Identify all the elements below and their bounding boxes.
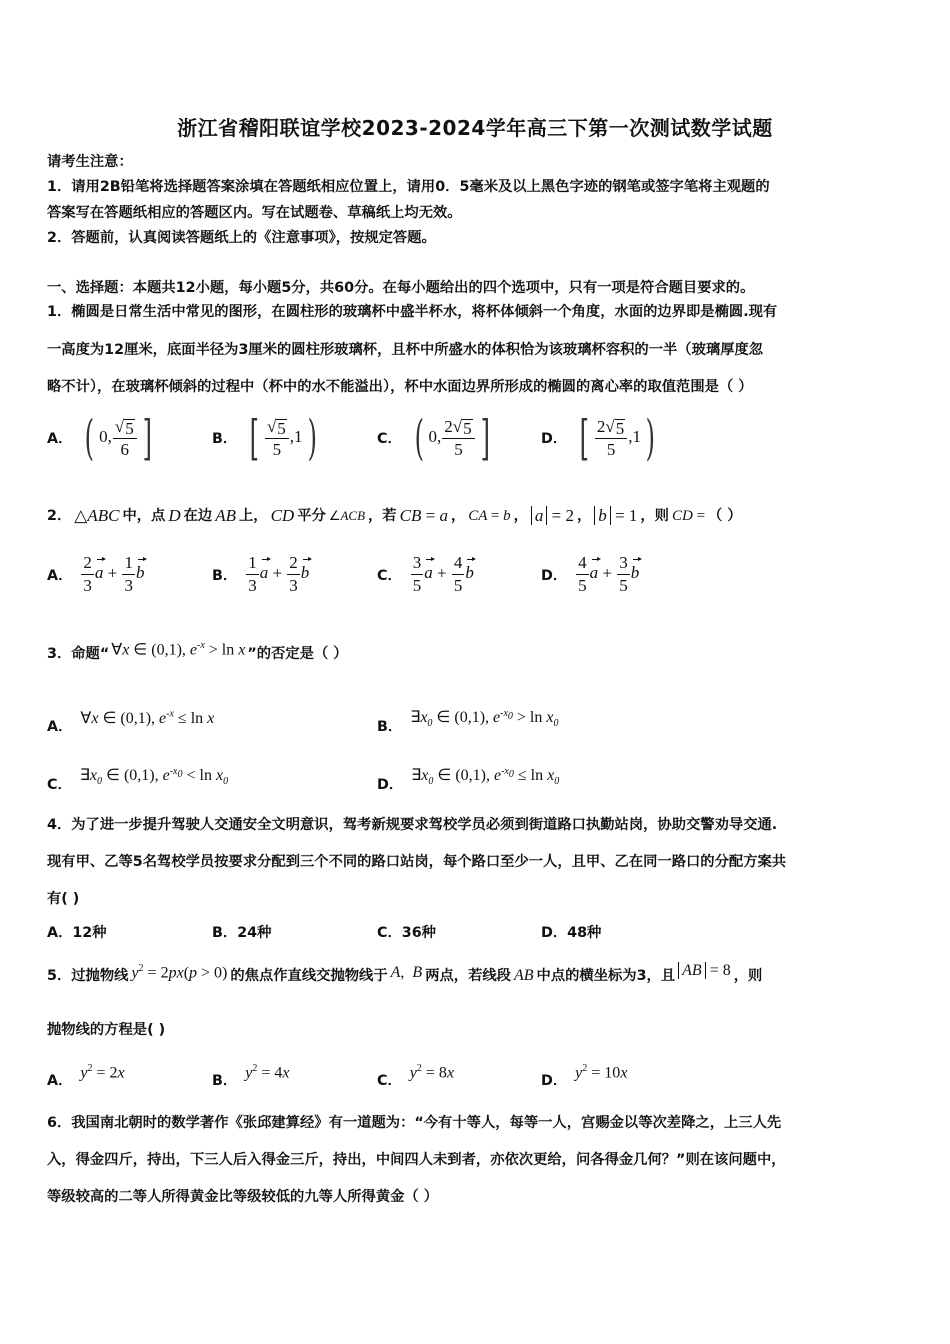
question-5-option-d[interactable]	[541, 1056, 627, 1090]
question-4-option-c[interactable]: C．36种	[377, 925, 436, 941]
option-label: B．	[212, 431, 238, 447]
question-4-text: 有( )	[47, 891, 80, 907]
question-2-option-a[interactable]	[47, 552, 144, 597]
q2-math: CB = a	[399, 506, 448, 525]
question-1-text: 一高度为12厘米，底面半径为3厘米的圆柱形玻璃杯，且杯中所盛水的体积恰为该玻璃杯容积的一半（玻璃厚度忽	[47, 342, 764, 358]
notice-line: 2．答题前，认真阅读答题纸上的《注意事项》，按规定答题。	[47, 230, 436, 246]
option-label: C．	[377, 1073, 402, 1089]
option-label: A．	[47, 431, 73, 447]
q3-text: 3．命题“	[47, 646, 110, 662]
question-6-text: 6．我国南北朝时的数学著作《张邱建算经》有一道题为：“今有十等人，每等一人，宫赐金以等次差降之，上三人先	[47, 1115, 782, 1131]
q2-math: CD =	[671, 508, 706, 524]
q5-math: A, B	[390, 964, 423, 981]
q2-math: D	[168, 506, 181, 525]
question-2-option-d[interactable]	[541, 552, 639, 597]
q2-math: AB	[215, 506, 236, 525]
q2-math: CA = b	[468, 508, 511, 524]
q5-text: 中点的横坐标为3，且	[536, 968, 676, 984]
option-label: B．	[377, 719, 403, 735]
option-label: A．	[47, 1073, 73, 1089]
q2-math: b = 1	[594, 506, 637, 526]
q2-math: ∠ACB	[328, 508, 366, 523]
option-math: $\exists x_0$ ∈ (0,1), $e^{-x_0} < \ln x_0$	[79, 765, 229, 788]
q2-math: CD	[270, 506, 295, 525]
question-3-option-b[interactable]	[377, 700, 558, 736]
q5-math: $y^2 = 2px(p > 0)$	[131, 962, 228, 982]
notice-heading: 请考生注意：	[47, 154, 133, 170]
q5-text: ，则	[733, 968, 763, 984]
question-2-option-b[interactable]	[212, 552, 309, 597]
option-label: D．	[541, 567, 568, 584]
q2-text: 平分	[297, 508, 326, 524]
question-6-text: 等级较高的二等人所得黄金比等级较低的九等人所得黄金（ ）	[47, 1189, 438, 1205]
option-math: [ √ 5 5 ,1)	[249, 410, 317, 466]
q2-text: 上，	[238, 508, 268, 524]
question-4-option-a[interactable]: A．12种	[47, 925, 107, 941]
option-math: $y^2 = 10x$	[575, 1063, 628, 1082]
q2-text: ，若	[368, 508, 397, 524]
option-label: A．	[47, 567, 73, 584]
option-math: $\exists x_0$ ∈ (0,1), $e^{-x_0} \le \ln x_0$	[411, 765, 560, 788]
question-6-text: 入，得金四斤，持出，下三人后入得金三斤，持出，中间四人未到者，亦依次更给，问各得金几何？”则在该问题中，	[47, 1152, 786, 1168]
option-math: $\frac{2}{3}$ a + $\frac{1}{3}$ b	[83, 553, 145, 595]
option-math: $\frac{3}{5}$ a + $\frac{4}{5}$ b	[412, 553, 474, 595]
option-label: D．	[541, 431, 568, 447]
question-2-option-c[interactable]	[377, 552, 474, 597]
question-1-option-c[interactable]	[377, 410, 494, 466]
question-1-text: 1．椭圆是日常生活中常见的图形，在圆柱形的玻璃杯中盛半杯水，将杯体倾斜一个角度，水面的边界即是椭圆.现有	[47, 304, 778, 320]
q2-number: 2．	[47, 508, 72, 524]
question-4-text: 4．为了进一步提升驾驶人交通安全文明意识，驾考新规要求驾校学员必须到街道路口执勤站岗，协助交警劝导交通.	[47, 817, 778, 833]
question-5-text	[47, 962, 763, 986]
option-math: $y^2 = 8x$	[409, 1063, 455, 1082]
question-3-option-a[interactable]	[47, 700, 214, 736]
q2-text: 在边	[183, 508, 213, 524]
option-math: $y^2 = 4x$	[245, 1063, 290, 1082]
question-1-text: 略不计），在玻璃杯倾斜的过程中（杯中的水不能溢出），杯中水面边界所形成的椭圆的离心率的取值范围是（ ）	[47, 379, 753, 395]
question-5-option-c[interactable]	[377, 1056, 454, 1090]
question-1-option-a[interactable]	[47, 410, 156, 466]
question-1-option-b[interactable]	[212, 410, 321, 466]
option-math: $y^2 = 2x$	[80, 1063, 125, 1082]
question-4-option-b[interactable]: B．24种	[212, 925, 272, 941]
q2-math: △ABC	[74, 506, 120, 525]
notice-line: 答案写在答题纸相应的答题区内。写在试题卷、草稿纸上均无效。	[47, 205, 462, 221]
option-math: $\frac{1}{3}$ a + $\frac{2}{3}$ b	[248, 553, 310, 595]
option-math: $\exists x_0$ ∈ (0,1), $e^{-x_0} > \ln x_0$	[410, 707, 559, 730]
option-label: B．	[212, 1073, 238, 1089]
q2-text: ，	[450, 508, 466, 524]
q5-text: 5．过抛物线	[47, 968, 129, 984]
option-label: D．	[541, 1073, 568, 1089]
question-4-option-d[interactable]: D．48种	[541, 925, 602, 941]
q5-text: 的焦点作直线交抛物线于	[230, 968, 388, 984]
question-5-option-a[interactable]	[47, 1056, 125, 1090]
q2-math: a = 2	[531, 506, 574, 526]
q2-text: ，	[577, 508, 592, 524]
option-math: $\frac{4}{5}$ a + $\frac{3}{5}$ b	[578, 553, 640, 595]
q2-text: （ ）	[708, 508, 742, 524]
q5-math: AB	[513, 967, 534, 984]
question-2-text	[47, 506, 742, 526]
question-1-option-d[interactable]	[541, 410, 660, 466]
question-5-option-b[interactable]	[212, 1056, 289, 1090]
option-math: [ 2√ 5 5 ,1)	[579, 410, 656, 466]
q3-text: ”的否定是（ ）	[247, 646, 348, 662]
q3-math: ∀x ∈ (0,1), $e^{-x} > \ln x$	[111, 639, 246, 659]
question-3-text	[47, 639, 348, 664]
option-label: C．	[377, 431, 402, 447]
option-label: B．	[212, 567, 238, 584]
option-math: ( 0, √ 5 6 ]	[85, 410, 152, 466]
page-title: 浙江省稽阳联谊学校2023-2024学年高三下第一次测试数学试题	[177, 116, 773, 140]
question-3-option-c[interactable]	[47, 758, 228, 794]
option-math: ( 0, 2√ 5 5 ]	[414, 410, 490, 466]
q2-text: ，则	[640, 508, 669, 524]
q2-text: ，	[513, 508, 528, 524]
q5-math: AB = 8	[678, 961, 731, 981]
section-heading: 一、选择题：本题共12小题，每小题5分，共60分。在每小题给出的四个选项中，只有一项是符合题目要求的。	[47, 280, 755, 296]
option-label: D．	[377, 777, 404, 793]
option-label: C．	[377, 567, 402, 584]
option-math: ∀x ∈ (0,1), $e^{-x} \le \ln x$	[80, 708, 215, 727]
question-5-text: 抛物线的方程是( )	[47, 1022, 166, 1038]
question-4-text: 现有甲、乙等5名驾校学员按要求分配到三个不同的路口站岗，每个路口至少一人，且甲、乙在同一路口的分配方案共	[47, 854, 787, 870]
q5-text: 两点，若线段	[425, 968, 511, 984]
q2-text: 中，点	[122, 508, 166, 524]
notice-line: 1．请用2B铅笔将选择题答案涂填在答题纸相应位置上，请用0．5毫米及以上黑色字迹的钢笔或签字笔将主观题的	[47, 179, 770, 195]
question-3-option-d[interactable]	[377, 758, 559, 794]
option-label: A．	[47, 719, 73, 735]
option-label: C．	[47, 777, 72, 793]
